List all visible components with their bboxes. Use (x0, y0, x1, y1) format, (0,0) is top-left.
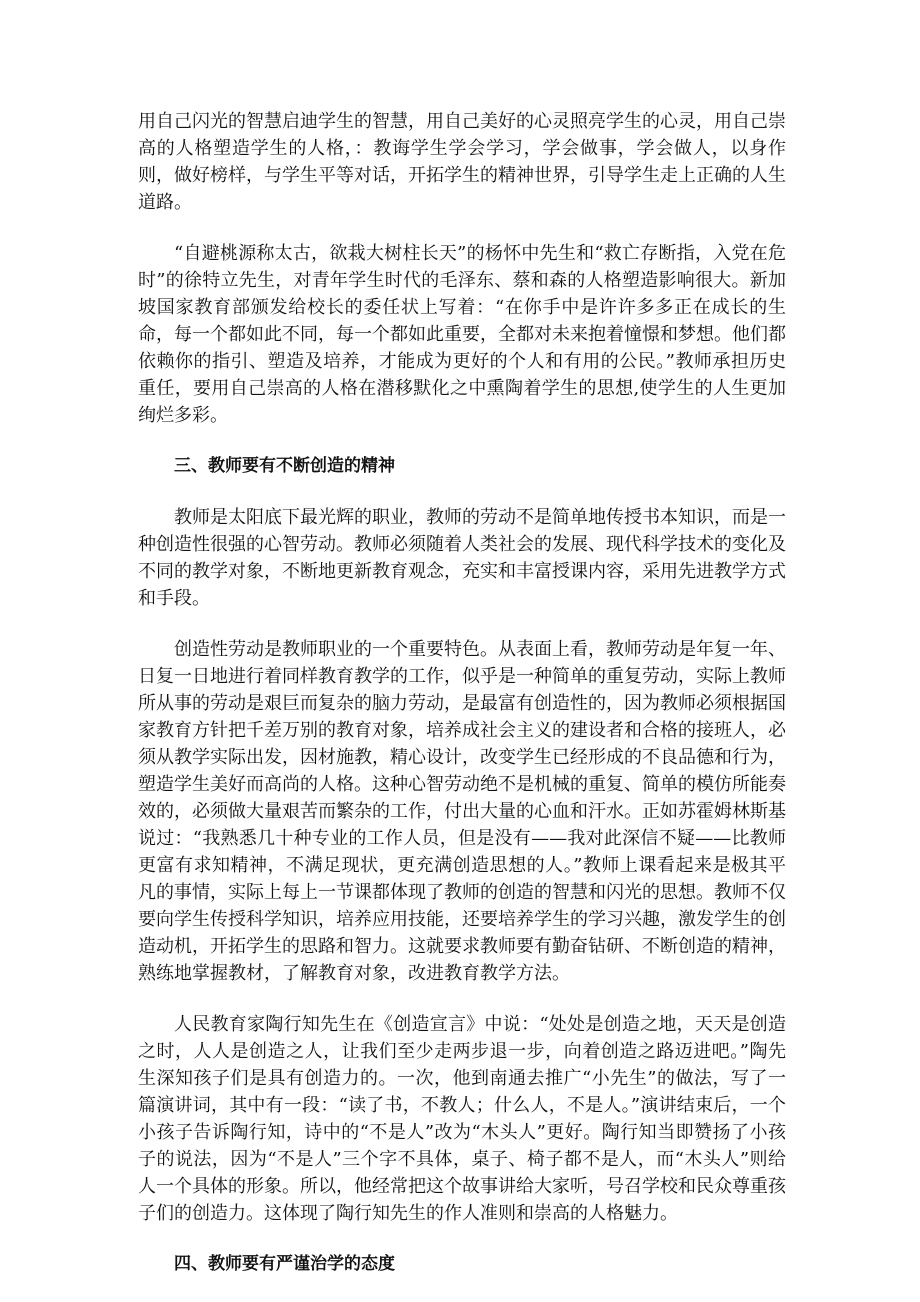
section-heading: 三、教师要有不断创造的精神 (174, 456, 395, 476)
document-page (138, 108, 786, 1302)
paragraph: 人民教育家陶行知先生在《创造宣言》中说：“处处是创造之地，天天是创造之时，人人是创造之人，让我们至少走两步退一步，向着创造之路迈进吧。”陶先生深知孩子们是具有创造力的。一次，他到南通去推广“小先生”的做法，写了一篇演讲词，其中有一段：“读了书，不教人；什么人，不是人。”演讲结束后，一个小孩子告诉陶行知，诗中的“不是人”改为“木头人”更好。陶行知当即赞扬了小孩子的说法，因为“不是人”三个字不具体，桌子、椅子都不是人，而“木头人”则给人一个具体的形象。所以，他经常把这个故事讲给大家听，号召学校和民众尊重孩子们的创造力。这体现了陶行知先生的作人准则和崇高的人格魅力。 (138, 1014, 786, 1224)
section-heading: 四、教师要有严谨治学的态度 (174, 1254, 395, 1274)
paragraph: 用自己闪光的智慧启迪学生的智慧，用自己美好的心灵照亮学生的心灵，用自己崇高的人格塑造学生的人格，：教诲学生学会学习，学会做事，学会做人，以身作则，做好榜样，与学生平等对话，开拓学生的精神世界，引导学生走上正确的人生道路。 (138, 111, 786, 213)
paragraph: 创造性劳动是教师职业的一个重要特色。从表面上看，教师劳动是年复一年、日复一日地进行着同样教育教学的工作，似乎是一种简单的重复劳动，实际上教师所从事的劳动是艰巨而复杂的脑力劳动，是最富有创造性的，因为教师必须根据国家教育方针把千差万别的教育对象，培养成社会主义的建设者和合格的接班人，必须从教学实际出发，因材施教，精心设计，改变学生已经形成的不良品德和行为，塑造学生美好而高尚的人格。这种心智劳动绝不是机械的重复、简单的模仿所能奏效的，必须做大量艰苦而繁杂的工作，付出大量的心血和汗水。正如苏霍姆林斯基说过：“我熟悉几十种专业的工作人员，但是没有——我对此深信不疑——比教师更富有求知精神，不满足现状，更充满创造思想的人。”教师上课看起来是极其平凡的事情，实际上每上一节课都体现了教师的创造的智慧和闪光的思想。教师不仅要向学生传授科学知识，培养应用技能，还要培养学生的学习兴趣，激发学生的创造动机，开拓学生的思路和智力。这就要求教师要有勤奋钻研、不断创造的精神，熟练地掌握教材，了解教育对象，改进教育教学方法。 (138, 639, 786, 984)
paragraph: “自避桃源称太古，欲栽大树柱长天”的杨怀中先生和“救亡存断指，入党在危时”的徐特立先生，对青年学生时代的毛泽东、蔡和森的人格塑造影响很大。新加坡国家教育部颁发给校长的委任状上写着：“在你手中是许许多多正在成长的生命，每一个都如此不同，每一个都如此重要，全都对未来抱着憧憬和梦想。他们都依赖你的指引、塑造及培养，才能成为更好的个人和有用的公民。”教师承担历史重任，要用自己崇高的人格在潜移默化之中熏陶着学生的思想,使学生的人生更加绚烂多彩。 (138, 243, 786, 426)
paragraph: 教师是太阳底下最光辉的职业，教师的劳动不是简单地传授书本知识，而是一种创造性很强的心智劳动。教师必须随着人类社会的发展、现代科学技术的变化及不同的教学对象，不断地更新教育观念，充实和丰富授课内容，采用先进教学方式和手段。 (138, 507, 786, 609)
